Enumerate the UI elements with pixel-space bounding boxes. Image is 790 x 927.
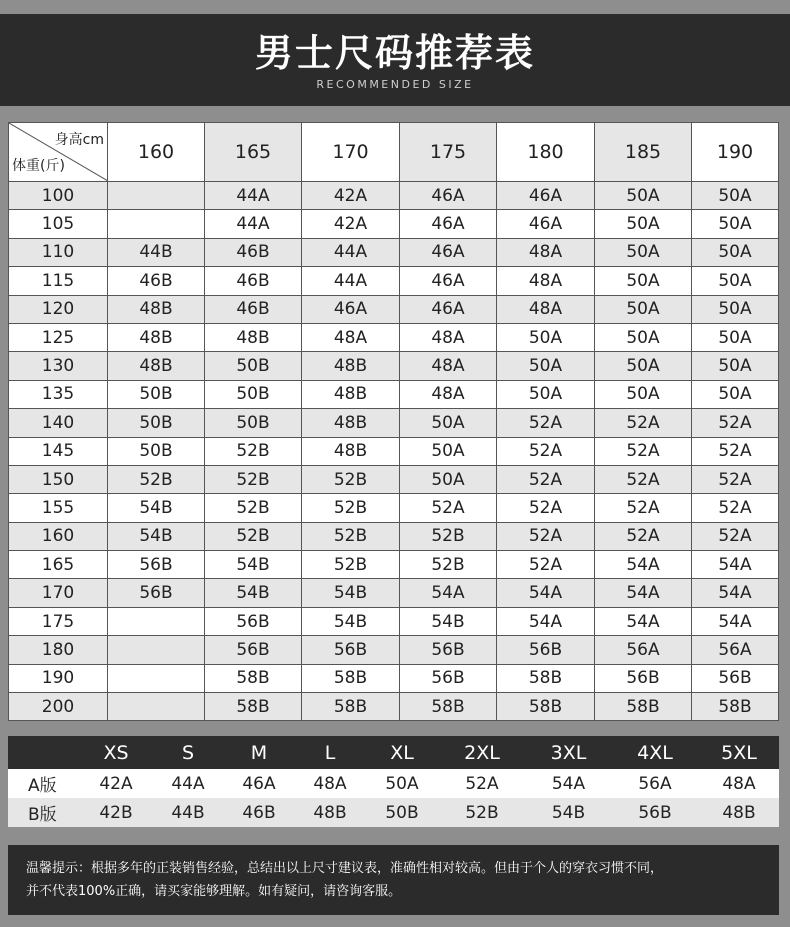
size-cell: 54B [108,494,205,522]
weight-cell: 110 [9,238,108,266]
size-cell: 52A [692,494,779,522]
weight-cell: 200 [9,693,108,721]
weight-cell: 125 [9,323,108,351]
notice-box [8,845,779,915]
size-cell: 58B [692,693,779,721]
table-row [9,267,779,295]
table-row [9,607,779,635]
size-cell: 44A [205,210,302,238]
weight-cell: 135 [9,380,108,408]
size-code-cell: 44A [171,773,205,794]
size-cell: 48A [497,238,595,266]
size-cell: 54B [205,551,302,579]
table-row [9,380,779,408]
page-header [0,14,790,106]
table-row [9,210,779,238]
weight-cell: 170 [9,579,108,607]
size-cell: 50B [108,380,205,408]
size-label-cell: M [250,741,268,764]
size-cell: 50A [692,238,779,266]
size-cell: 44A [205,182,302,210]
size-code-cell: 48B [313,802,347,823]
size-cell: 48B [302,409,400,437]
size-cell: 58B [302,664,400,692]
size-code-cell: 54A [551,773,586,794]
size-code-cell: 50A [385,773,419,794]
size-cell: 54A [595,607,692,635]
size-cell: 56A [595,636,692,664]
weight-cell: 175 [9,607,108,635]
size-cell: 52A [595,522,692,550]
height-header-cell: 160 [108,123,205,182]
size-code-cell: 48A [313,773,347,794]
size-cell: 58B [497,664,595,692]
size-cell: 54A [497,607,595,635]
size-cell: 52A [497,522,595,550]
size-cell: 46B [108,267,205,295]
size-recommendation-table [8,122,779,721]
size-cell: 52A [497,551,595,579]
size-cell: 46A [400,210,497,238]
height-header-cell: 170 [302,123,400,182]
size-cell: 48B [108,352,205,380]
size-chart [8,736,779,827]
size-cell: 52A [692,465,779,493]
weight-cell: 115 [9,267,108,295]
size-cell: 46A [497,210,595,238]
size-cell: 50A [692,323,779,351]
size-cell: 50A [497,352,595,380]
size-cell: 46A [400,238,497,266]
size-cell: 54B [400,607,497,635]
size-cell: 58B [497,693,595,721]
table-row [9,323,779,351]
size-label-cell: 4XL [637,741,673,764]
size-cell: 52B [400,522,497,550]
size-label-cell: XL [390,741,414,764]
size-cell: 50A [595,267,692,295]
size-cell: 50A [692,210,779,238]
notice-line-2: 并不代表100%正确，请买家能够理解。如有疑问，请咨询客服。 [26,884,402,899]
size-cell: 52A [400,494,497,522]
size-cell: 50A [595,323,692,351]
size-code-cell: 50B [385,802,419,823]
size-cell: 50A [400,437,497,465]
size-cell: 50B [108,409,205,437]
size-cell: 58B [595,693,692,721]
size-cell [108,210,205,238]
table-row [9,693,779,721]
weight-cell: 130 [9,352,108,380]
size-cell: 52B [302,494,400,522]
size-code-cell: 46B [242,802,276,823]
table-row [9,295,779,323]
size-cell: 54B [302,607,400,635]
weight-cell: 155 [9,494,108,522]
size-cell [108,607,205,635]
notice-line-1: 温馨提示：根据多年的正装销售经验，总结出以上尺寸建议表，准确性相对较高。但由于个人的穿衣习惯不同， [26,861,664,876]
size-cell [108,693,205,721]
size-cell: 48B [108,295,205,323]
weight-cell: 145 [9,437,108,465]
weight-cell: 165 [9,551,108,579]
size-cell: 52A [497,494,595,522]
weight-cell: 100 [9,182,108,210]
size-code-cell: 42A [99,773,133,794]
table-row [9,579,779,607]
table-row [9,352,779,380]
fit-version-label: A版 [28,776,57,796]
size-cell: 52A [595,437,692,465]
size-chart-header [8,736,779,769]
size-cell: 52A [497,409,595,437]
size-cell [108,636,205,664]
size-cell: 58B [205,693,302,721]
size-cell: 48A [400,352,497,380]
size-cell: 50A [400,409,497,437]
size-cell: 52B [205,465,302,493]
size-chart-row [8,769,779,798]
size-cell: 56A [692,636,779,664]
size-cell: 52B [302,522,400,550]
size-code-cell: 52B [465,802,499,823]
size-cell: 48A [497,295,595,323]
size-cell: 56B [108,579,205,607]
size-code-cell: 56B [638,802,672,823]
size-cell: 56B [205,607,302,635]
size-cell: 50A [595,295,692,323]
size-cell: 50A [595,380,692,408]
size-code-cell: 42B [99,802,133,823]
size-cell: 50A [692,267,779,295]
height-axis-label: 身高cm [54,132,104,148]
size-cell: 50A [595,352,692,380]
size-label-cell: XS [103,741,129,764]
size-label-cell: 5XL [721,741,757,764]
weight-cell: 190 [9,664,108,692]
size-cell [108,664,205,692]
size-cell: 50A [692,380,779,408]
size-cell: 52B [205,522,302,550]
size-label-cell: S [181,741,195,764]
size-cell: 46A [302,295,400,323]
size-cell: 56B [400,636,497,664]
size-cell: 48A [302,323,400,351]
size-cell: 52B [205,494,302,522]
size-cell: 50A [400,465,497,493]
weight-cell: 120 [9,295,108,323]
size-cell: 54B [108,522,205,550]
size-cell: 52B [108,465,205,493]
size-cell: 54A [692,579,779,607]
size-code-cell: 54B [551,802,586,823]
size-cell: 54A [595,579,692,607]
size-cell: 42A [302,210,400,238]
size-label-cell: 3XL [550,741,587,764]
size-cell: 52A [692,522,779,550]
size-cell: 46A [400,267,497,295]
table-corner-cell [9,123,108,182]
size-cell: 50A [692,295,779,323]
size-cell: 54B [205,579,302,607]
size-cell: 54A [400,579,497,607]
table-row [9,551,779,579]
size-cell: 50A [497,323,595,351]
size-cell: 54A [692,607,779,635]
size-cell: 50B [205,352,302,380]
size-code-cell: 48B [722,802,756,823]
size-chart-corner [8,736,80,769]
size-cell: 56B [595,664,692,692]
size-cell: 44A [302,238,400,266]
weight-cell: 180 [9,636,108,664]
size-cell: 52A [692,437,779,465]
size-cell: 50A [595,238,692,266]
table-row [9,182,779,210]
size-cell: 48B [302,380,400,408]
size-label-cell: 2XL [464,741,500,764]
size-cell: 52B [205,437,302,465]
size-cell: 48A [400,323,497,351]
size-code-cell: 44B [171,802,205,823]
size-cell: 52A [692,409,779,437]
size-cell: 56B [497,636,595,664]
weight-cell: 140 [9,409,108,437]
table-row [9,664,779,692]
size-cell: 48B [302,352,400,380]
height-header-cell: 190 [692,123,779,182]
size-cell: 54A [595,551,692,579]
size-chart-row [8,798,779,827]
page-subtitle: RECOMMENDED SIZE [316,78,474,91]
size-code-cell: 46A [242,773,276,794]
size-cell: 58B [205,664,302,692]
size-cell: 58B [400,693,497,721]
height-header-cell: 180 [497,123,595,182]
size-cell: 54A [692,551,779,579]
size-cell: 50B [205,380,302,408]
weight-axis-label: 体重(斤) [12,158,65,174]
height-header-cell: 185 [595,123,692,182]
fit-version-label: B版 [28,805,57,825]
size-cell: 52A [595,409,692,437]
size-cell: 46B [205,267,302,295]
weight-cell: 105 [9,210,108,238]
size-cell: 42A [302,182,400,210]
size-cell: 52B [302,465,400,493]
size-cell: 48B [302,437,400,465]
size-cell: 56B [302,636,400,664]
table-row [9,465,779,493]
size-cell: 54A [497,579,595,607]
size-cell: 50A [692,352,779,380]
size-cell: 46A [400,295,497,323]
table-row [9,437,779,465]
weight-cell: 160 [9,522,108,550]
size-cell: 46B [205,238,302,266]
size-cell: 50B [108,437,205,465]
size-cell: 56B [108,551,205,579]
size-cell: 48B [108,323,205,351]
size-cell: 52A [595,494,692,522]
table-row [9,238,779,266]
size-code-cell: 48A [722,773,756,794]
size-cell: 52B [302,551,400,579]
size-cell: 50A [692,182,779,210]
table-row [9,494,779,522]
table-row [9,636,779,664]
size-cell: 56B [205,636,302,664]
size-cell: 46A [400,182,497,210]
height-header-cell: 175 [400,123,497,182]
size-cell: 48A [400,380,497,408]
size-cell: 52B [400,551,497,579]
size-cell: 50A [595,182,692,210]
size-cell: 58B [302,693,400,721]
size-cell: 52A [595,465,692,493]
size-cell: 52A [497,437,595,465]
size-code-cell: 52A [465,773,499,794]
size-cell: 56B [400,664,497,692]
size-cell: 50A [497,380,595,408]
size-cell: 44B [108,238,205,266]
size-cell: 46A [497,182,595,210]
height-header-cell: 165 [205,123,302,182]
size-cell [108,182,205,210]
table-row [9,522,779,550]
size-cell: 48B [205,323,302,351]
weight-cell: 150 [9,465,108,493]
size-cell: 50A [595,210,692,238]
size-cell: 56B [692,664,779,692]
size-code-cell: 56A [638,773,672,794]
table-row [9,409,779,437]
size-cell: 52A [497,465,595,493]
page-title: 男士尺码推荐表 [254,31,535,75]
size-cell: 48A [497,267,595,295]
size-cell: 50B [205,409,302,437]
size-cell: 54B [302,579,400,607]
size-label-cell: L [324,741,336,764]
height-header-row [9,123,779,182]
size-cell: 46B [205,295,302,323]
size-cell: 44A [302,267,400,295]
